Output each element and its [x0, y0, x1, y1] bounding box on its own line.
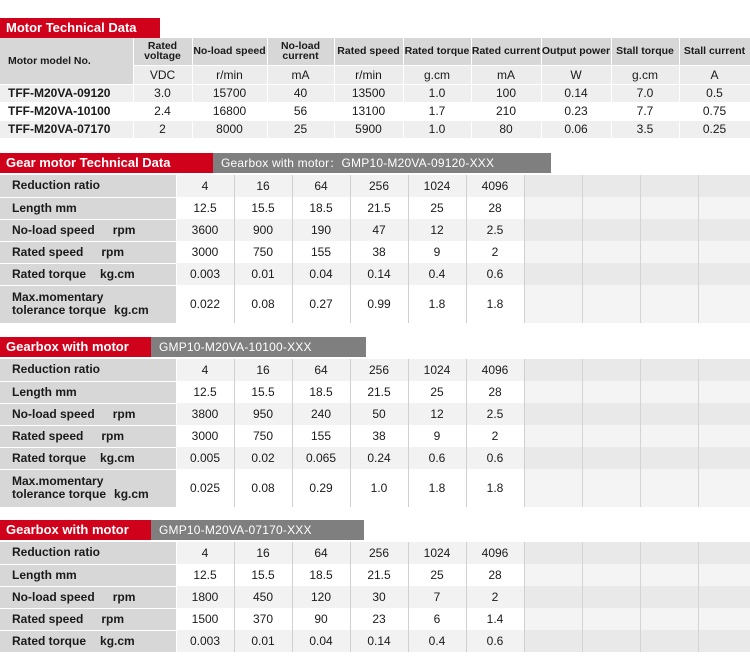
empty-cell: [698, 608, 750, 630]
cell: 16: [234, 542, 292, 564]
cell: 28: [466, 197, 524, 219]
table-row: [0, 381, 750, 403]
empty-cell: [640, 542, 698, 564]
row-label-text: Rated speed: [12, 244, 84, 259]
cell: 90: [292, 608, 350, 630]
cell: 23: [350, 608, 408, 630]
row-label: [0, 425, 176, 447]
cell: 2.5: [466, 219, 524, 241]
empty-cell: [698, 197, 750, 219]
cell: 13100: [334, 102, 403, 120]
empty-cell: [582, 447, 640, 469]
row-unit: kg.cm: [100, 266, 135, 281]
cell: 4: [176, 175, 234, 197]
cell: 3000: [176, 425, 234, 447]
cell: 0.003: [176, 263, 234, 285]
cell: 12.5: [176, 197, 234, 219]
cell: 1500: [176, 608, 234, 630]
cell: 155: [292, 425, 350, 447]
motor-model: TFF-M20VA-07170: [0, 120, 133, 138]
motor-header: No-load current: [267, 38, 334, 65]
empty-cell: [582, 403, 640, 425]
empty-cell: [640, 263, 698, 285]
cell: 2: [466, 241, 524, 263]
cell: 0.04: [292, 630, 350, 652]
cell: 7.7: [611, 102, 679, 120]
row-label: [0, 608, 176, 630]
row-label-text: Length mm: [12, 200, 77, 215]
cell: 0.02: [234, 447, 292, 469]
table-row: [0, 403, 750, 425]
cell: 28: [466, 564, 524, 586]
empty-cell: [640, 285, 698, 323]
cell: 16: [234, 175, 292, 197]
table-row: [0, 542, 750, 564]
empty-cell: [640, 197, 698, 219]
empty-cell: [698, 263, 750, 285]
empty-cell: [698, 542, 750, 564]
row-label-text: Rated speed: [12, 611, 84, 626]
empty-cell: [698, 175, 750, 197]
cell: 155: [292, 241, 350, 263]
cell: 0.065: [292, 447, 350, 469]
cell: 12.5: [176, 564, 234, 586]
empty-cell: [582, 241, 640, 263]
cell: 0.99: [350, 285, 408, 323]
cell: 190: [292, 219, 350, 241]
row-label-text: No-load speed: [12, 222, 95, 237]
cell: 3000: [176, 241, 234, 263]
cell: 450: [234, 586, 292, 608]
cell: 15.5: [234, 564, 292, 586]
row-label: [0, 403, 176, 425]
empty-cell: [582, 469, 640, 507]
row-label: [0, 197, 176, 219]
row-label: [0, 175, 176, 197]
motor-header: Rated voltage: [133, 38, 192, 65]
cell: 0.24: [350, 447, 408, 469]
cell: 47: [350, 219, 408, 241]
row-unit: rpm: [101, 428, 125, 443]
cell: 0.01: [234, 630, 292, 652]
row-label-text: Rated torque: [12, 266, 87, 281]
empty-cell: [640, 564, 698, 586]
empty-cell: [524, 241, 582, 263]
empty-cell: [640, 403, 698, 425]
empty-cell: [524, 564, 582, 586]
gear2-table: [0, 359, 750, 508]
cell: 0.5: [679, 84, 750, 102]
empty-cell: [524, 219, 582, 241]
gear1-subtitle: Gearbox with motor：GMP10-M20VA-09120-XXX: [213, 153, 551, 173]
row-label-text: Max.momentary: [12, 474, 104, 488]
cell: 1.7: [403, 102, 471, 120]
motor-header: Output power: [541, 38, 611, 65]
empty-cell: [640, 359, 698, 381]
empty-cell: [698, 425, 750, 447]
row-label: [0, 381, 176, 403]
row-label-text: Rated torque: [12, 450, 87, 465]
motor-section-title: Motor Technical Data: [0, 18, 160, 38]
motor-header: Rated current: [471, 38, 541, 65]
row-label: [0, 285, 176, 323]
row-unit: rpm: [101, 611, 125, 626]
motor-table: [0, 38, 750, 139]
table-row: [0, 285, 750, 323]
cell: 1.8: [466, 469, 524, 507]
empty-cell: [524, 469, 582, 507]
empty-cell: [640, 175, 698, 197]
cell: 3600: [176, 219, 234, 241]
motor-header: Stall current: [679, 38, 750, 65]
cell: 900: [234, 219, 292, 241]
cell: 12.5: [176, 381, 234, 403]
motor-header: Rated torque: [403, 38, 471, 65]
empty-cell: [582, 564, 640, 586]
table-row: [0, 263, 750, 285]
empty-cell: [698, 630, 750, 652]
cell: 4096: [466, 359, 524, 381]
row-label: [0, 263, 176, 285]
motor-model: TFF-M20VA-09120: [0, 84, 133, 102]
cell: 9: [408, 425, 466, 447]
empty-cell: [640, 241, 698, 263]
cell: 256: [350, 175, 408, 197]
motor-unit: W: [541, 65, 611, 84]
cell: 1024: [408, 175, 466, 197]
empty-cell: [640, 630, 698, 652]
empty-cell: [582, 630, 640, 652]
row-label-text: Reduction ratio: [12, 545, 101, 560]
empty-cell: [524, 359, 582, 381]
table-row: [0, 586, 750, 608]
cell: 0.25: [679, 120, 750, 138]
table-row: [0, 219, 750, 241]
cell: 9: [408, 241, 466, 263]
cell: 0.23: [541, 102, 611, 120]
cell: 240: [292, 403, 350, 425]
cell: 1.0: [350, 469, 408, 507]
cell: 12: [408, 403, 466, 425]
empty-cell: [698, 564, 750, 586]
gear3-subtitle: GMP10-M20VA-07170-XXX: [151, 520, 364, 540]
table-row: [0, 469, 750, 507]
cell: 6: [408, 608, 466, 630]
empty-cell: [524, 447, 582, 469]
cell: 1.8: [408, 469, 466, 507]
cell: 38: [350, 241, 408, 263]
cell: 25: [408, 564, 466, 586]
gear3-title: Gearbox with motor: [0, 520, 151, 540]
row-label: [0, 359, 176, 381]
cell: 1024: [408, 359, 466, 381]
motor-unit: g.cm: [403, 65, 471, 84]
table-row: [0, 241, 750, 263]
cell: 0.4: [408, 630, 466, 652]
cell: 7: [408, 586, 466, 608]
motor-header: Stall torque: [611, 38, 679, 65]
table-row: [0, 425, 750, 447]
cell: 0.27: [292, 285, 350, 323]
row-label-text: Rated speed: [12, 428, 84, 443]
empty-cell: [524, 197, 582, 219]
cell: 25: [267, 120, 334, 138]
table-row: [0, 102, 750, 120]
cell: 4: [176, 359, 234, 381]
row-label-text: No-load speed: [12, 406, 95, 421]
motor-unit: r/min: [334, 65, 403, 84]
cell: 1.8: [466, 285, 524, 323]
cell: 256: [350, 359, 408, 381]
row-label-text: No-load speed: [12, 589, 95, 604]
cell: 50: [350, 403, 408, 425]
cell: 1.0: [403, 120, 471, 138]
motor-header: No-load speed: [192, 38, 267, 65]
cell: 750: [234, 241, 292, 263]
motor-unit: A: [679, 65, 750, 84]
row-label: [0, 542, 176, 564]
empty-cell: [582, 381, 640, 403]
row-unit: kg.cm: [100, 633, 135, 648]
cell: 0.14: [541, 84, 611, 102]
cell: 0.6: [466, 447, 524, 469]
motor-header: Rated speed: [334, 38, 403, 65]
cell: 0.14: [350, 263, 408, 285]
cell: 256: [350, 542, 408, 564]
cell: 56: [267, 102, 334, 120]
empty-cell: [582, 197, 640, 219]
cell: 25: [408, 197, 466, 219]
cell: 1.8: [408, 285, 466, 323]
row-label: [0, 630, 176, 652]
motor-unit: mA: [471, 65, 541, 84]
row-label-text-2: tolerance torque: [12, 487, 107, 501]
cell: 0.08: [234, 285, 292, 323]
cell: 18.5: [292, 381, 350, 403]
empty-cell: [640, 447, 698, 469]
motor-model: TFF-M20VA-10100: [0, 102, 133, 120]
row-label-text: Rated torque: [12, 633, 87, 648]
cell: 13500: [334, 84, 403, 102]
row-label-text: Length mm: [12, 384, 77, 399]
cell: 210: [471, 102, 541, 120]
cell: 4096: [466, 542, 524, 564]
cell: 2: [133, 120, 192, 138]
empty-cell: [698, 381, 750, 403]
cell: 16: [234, 359, 292, 381]
cell: 950: [234, 403, 292, 425]
motor-unit: r/min: [192, 65, 267, 84]
empty-cell: [698, 241, 750, 263]
cell: 2: [466, 425, 524, 447]
table-row: [0, 447, 750, 469]
row-unit: rpm: [112, 589, 136, 604]
table-row: [0, 120, 750, 138]
empty-cell: [698, 469, 750, 507]
row-unit: kg.cm: [114, 303, 149, 317]
gear3-table: [0, 542, 750, 653]
cell: 370: [234, 608, 292, 630]
cell: 0.025: [176, 469, 234, 507]
row-label-text-2: tolerance torque: [12, 303, 107, 317]
row-label: [0, 241, 176, 263]
row-label-text: Length mm: [12, 567, 77, 582]
empty-cell: [582, 608, 640, 630]
cell: 0.75: [679, 102, 750, 120]
empty-cell: [582, 285, 640, 323]
row-unit: kg.cm: [114, 487, 149, 501]
cell: 30: [350, 586, 408, 608]
cell: 21.5: [350, 381, 408, 403]
cell: 64: [292, 359, 350, 381]
gear1-table: [0, 175, 750, 324]
cell: 0.08: [234, 469, 292, 507]
cell: 25: [408, 381, 466, 403]
cell: 2.5: [466, 403, 524, 425]
gear1-title: Gear motor Technical Data: [0, 153, 213, 173]
cell: 15700: [192, 84, 267, 102]
row-label-text: Reduction ratio: [12, 178, 101, 193]
table-row: [0, 359, 750, 381]
cell: 64: [292, 175, 350, 197]
row-label: [0, 469, 176, 507]
empty-cell: [582, 542, 640, 564]
gear2-subtitle: GMP10-M20VA-10100-XXX: [151, 337, 366, 357]
cell: 21.5: [350, 197, 408, 219]
row-unit: kg.cm: [100, 450, 135, 465]
cell: 18.5: [292, 564, 350, 586]
cell: 16800: [192, 102, 267, 120]
motor-unit: mA: [267, 65, 334, 84]
row-label-text: Max.momentary: [12, 290, 104, 304]
cell: 28: [466, 381, 524, 403]
cell: 0.005: [176, 447, 234, 469]
empty-cell: [640, 381, 698, 403]
empty-cell: [582, 425, 640, 447]
cell: 0.4: [408, 263, 466, 285]
row-unit: rpm: [101, 244, 125, 259]
gear2-title: Gearbox with motor: [0, 337, 151, 357]
cell: 15.5: [234, 381, 292, 403]
cell: 64: [292, 542, 350, 564]
empty-cell: [582, 175, 640, 197]
table-row: [0, 564, 750, 586]
cell: 15.5: [234, 197, 292, 219]
empty-cell: [582, 263, 640, 285]
empty-cell: [524, 285, 582, 323]
cell: 1024: [408, 542, 466, 564]
empty-cell: [524, 381, 582, 403]
empty-cell: [640, 608, 698, 630]
cell: 1.4: [466, 608, 524, 630]
cell: 0.6: [466, 630, 524, 652]
table-row: [0, 197, 750, 219]
cell: 5900: [334, 120, 403, 138]
table-row: [0, 608, 750, 630]
cell: 8000: [192, 120, 267, 138]
cell: 12: [408, 219, 466, 241]
motor-header-row: [0, 38, 750, 65]
cell: 1.0: [403, 84, 471, 102]
row-label: [0, 447, 176, 469]
cell: 21.5: [350, 564, 408, 586]
empty-cell: [698, 219, 750, 241]
row-unit: rpm: [112, 406, 136, 421]
empty-cell: [582, 586, 640, 608]
empty-cell: [582, 219, 640, 241]
cell: 40: [267, 84, 334, 102]
cell: 0.01: [234, 263, 292, 285]
empty-cell: [524, 542, 582, 564]
cell: 4: [176, 542, 234, 564]
row-label: [0, 564, 176, 586]
row-label: [0, 219, 176, 241]
cell: 3800: [176, 403, 234, 425]
cell: 750: [234, 425, 292, 447]
empty-cell: [698, 403, 750, 425]
empty-cell: [698, 586, 750, 608]
row-label-text: Reduction ratio: [12, 362, 101, 377]
cell: 80: [471, 120, 541, 138]
cell: 3.5: [611, 120, 679, 138]
cell: 0.6: [466, 263, 524, 285]
empty-cell: [524, 403, 582, 425]
table-row: [0, 175, 750, 197]
cell: 100: [471, 84, 541, 102]
cell: 18.5: [292, 197, 350, 219]
cell: 1800: [176, 586, 234, 608]
cell: 0.29: [292, 469, 350, 507]
row-label: [0, 586, 176, 608]
empty-cell: [524, 586, 582, 608]
cell: 0.022: [176, 285, 234, 323]
empty-cell: [698, 447, 750, 469]
empty-cell: [640, 469, 698, 507]
cell: 38: [350, 425, 408, 447]
empty-cell: [640, 219, 698, 241]
empty-cell: [582, 359, 640, 381]
cell: 2: [466, 586, 524, 608]
cell: 7.0: [611, 84, 679, 102]
motor-unit: g.cm: [611, 65, 679, 84]
empty-cell: [524, 608, 582, 630]
cell: 0.003: [176, 630, 234, 652]
cell: 3.0: [133, 84, 192, 102]
motor-model-header: Motor model No.: [0, 38, 133, 84]
empty-cell: [640, 586, 698, 608]
cell: 0.14: [350, 630, 408, 652]
cell: 2.4: [133, 102, 192, 120]
empty-cell: [524, 263, 582, 285]
empty-cell: [524, 175, 582, 197]
empty-cell: [524, 630, 582, 652]
cell: 120: [292, 586, 350, 608]
cell: 0.04: [292, 263, 350, 285]
empty-cell: [698, 285, 750, 323]
table-row: [0, 630, 750, 652]
cell: 4096: [466, 175, 524, 197]
empty-cell: [524, 425, 582, 447]
empty-cell: [640, 425, 698, 447]
cell: 0.06: [541, 120, 611, 138]
table-row: [0, 84, 750, 102]
cell: 0.6: [408, 447, 466, 469]
empty-cell: [698, 359, 750, 381]
row-unit: rpm: [112, 222, 136, 237]
motor-unit: VDC: [133, 65, 192, 84]
